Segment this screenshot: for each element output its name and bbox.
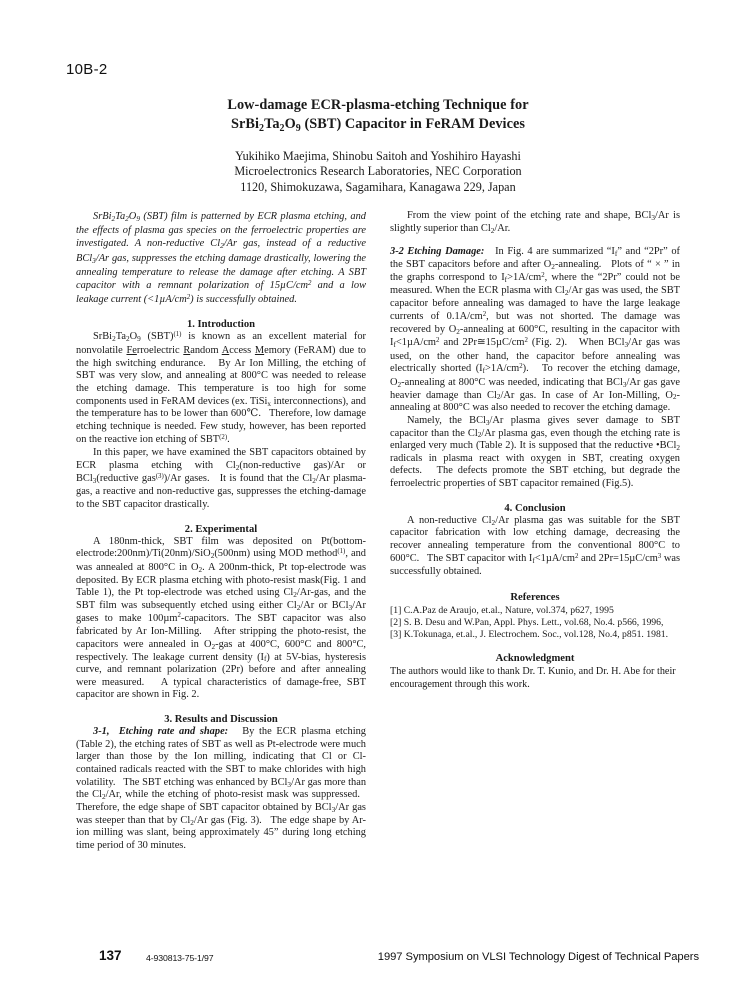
results-subsection-1 xyxy=(76,726,366,853)
column-right xyxy=(390,210,680,935)
session-id: 10B-2 xyxy=(66,61,108,78)
reference-item: [2] S. B. Desu and W.Pan, Appl. Phys. Lett., vol.68, No.4. p566, 1996, xyxy=(390,616,664,628)
body-columns xyxy=(76,210,680,935)
reference-item: [1] C.A.Paz de Araujo, et.al., Nature, vol.374, p627, 1995 xyxy=(390,605,614,617)
results-subsection-2-label: 3-2 Etching Damage: xyxy=(390,246,485,258)
conclusion-paragraph-1: A non-reductive $Cl_2/Ar$ plasma gas was suitable for the SBT capacitor fabrication with low etching damage, decreasing the recover annealing temperature from the conventional 800°C to 600°C. The SBT capacitor with $I_f<1\mu A/cm^2$ and $2Pr=15\mu C/cm^3$ was successfully obtained. xyxy=(390,514,680,578)
references-list xyxy=(390,605,680,640)
results-subsection-2-text: In Fig. 4 are summarized “$I_f$” and “2Pr” of the SBT capacitors before and after $O_2$-annealing. Plots of “ × ” in the graphs correspond to $I_f>1A/cm^2$, where the “2Pr” could not be measured. When the ECR plasma with $Cl_2/Ar$ gas was used, the SBT capacitor before annealing was damaged to have the large leakage currents of $0.1A/cm^2$, but was not shorted. The damage was recovered by $O_2$-annealing at 600°C, resulting in the capacitor with $I_f<1\mu A/cm^2$ and $2Pr≅15\mu C/cm^2$ (Fig. 2). When BCl$_3$/Ar gas was used, on the other hand, the capacitor before annealing was electrically shorted $(I_f>1A/cm^2)$. To recover the etching damage, $O_2$-annealing at 800°C was needed, indicating that BCl$_3$/Ar gas gave heavier damage than $Cl_2/Ar$ gas. In case of Ar Ion-Milling, $O_2$-annealing at 800°C was also needed to recover the etching damage. xyxy=(390,246,681,414)
introduction-paragraph-2: In this paper, we have examined the SBT capacitors obtained by ECR plasma etching with $Cl_2(non$-reductive gas)/Ar or BCl$_3$(reductive gas$^{(3)}$)/Ar gases. It is found that the $Cl_2/Ar$ plasma-gas, a reactive and non-reductive gas, suppresses the etching-damage to the SBT capacitor drastically. xyxy=(76,447,367,510)
results-subsection-1-label: 3-1, Etching rate and shape: xyxy=(93,726,229,738)
acknowledgment-heading: Acknowledgment xyxy=(495,653,575,665)
section-heading-conclusion: 4. Conclusion xyxy=(504,502,566,514)
reference-item: [3] K.Tokunaga, et.al., J. Electrochem. Soc., vol.128, No.4, p851. 1981. xyxy=(390,628,669,640)
results-subsection-1-paragraph-2: From the view point of the etching rate and shape, BCl$_3$/Ar is slightly superior than $Cl_2/Ar$. xyxy=(390,210,680,235)
acknowledgment-body: The authors would like to thank Dr. T. Kunio, and Dr. H. Abe for their encouragement through this work. xyxy=(390,666,676,690)
footer-venue: 1997 Symposium on VLSI Technology Digest of Technical Papers xyxy=(377,951,699,963)
page-title xyxy=(76,96,680,135)
introduction-paragraph-1: $SrBi_2Ta_2O_9$ (SBT)$^{(1)}$ is known as an excellent material for nonvolatile Ferroelectric Random Access Memory (FeRAM) due to the high switching endurance. By Ar Ion Milling, the etching of SBT was very slow, and annealing at 800°C was needed to release the etching damage. This temperature is too high for some components used in FeRAM devices (ex. TiSi$_x$ interconnections), and the temperature has to be lower than 600℃. Therefore, low damage etching technique is needed. Few study, however, has been reported on the reactive ion etching of SBT$^{(2)}$. xyxy=(76,331,367,445)
title-line-1: Low-damage ECR-plasma-etching Technique for xyxy=(227,97,529,113)
footer-page-number: 137 xyxy=(99,948,122,963)
section-heading-introduction: 1. Introduction xyxy=(186,319,256,331)
results-subsection-2-paragraph-2: Namely, the BCl$_3$/Ar plasma gives sever damage to SBT capacitor than the $Cl_2/Ar$ plasma gas, even though the etching rate is enlarged very much (Table 2). It is supposed that the reductive •BCl$_2$ radicals in plasma react with oxygen in SBT, creating oxygen defects. The defects promote the SBT etching, but degrade the ferroelectric properties of SBT capacitor remained (Fig.5). xyxy=(390,414,681,490)
results-subsection-1-text: By the ECR plasma etching (Table 2), the etching rates of SBT as well as Pt-electrode were much larger than those by the Ion milling, indicating that Cl or Cl-contained radicals reacted with the SBT to make chlorides with high volatility. The SBT etching was enhanced by BCl$_3$/Ar gas more than the $Cl_2/Ar$, while the etching of photo-resist mask was suppressed. Therefore, the edge shape of SBT capacitor obtained by BCl$_3$/Ar gas was steeper than that by $Cl_2/Ar$ gas (Fig. 3). The edge shape by Ar-ion milling was slant, being approximately 45” during long etching time period of 30 minutes. xyxy=(76,726,367,852)
column-left xyxy=(76,210,366,935)
title-block xyxy=(76,96,680,195)
title-line-2: $SrBi_2Ta_2O_9$ (SBT) Capacitor in FeRAM Devices xyxy=(230,116,525,134)
abstract xyxy=(76,210,366,307)
section-heading-experimental: 2. Experimental xyxy=(184,523,258,535)
references-heading: References xyxy=(510,592,560,604)
section-heading-results: 3. Results and Discussion xyxy=(164,714,278,726)
footer-isbn: 4-930813-75-1/97 xyxy=(146,953,214,963)
address: 1120, Shimokuzawa, Sagamihara, Kanagawa 229, Japan xyxy=(240,179,516,194)
results-subsection-2 xyxy=(390,246,680,415)
page-footer xyxy=(0,948,755,978)
experimental-paragraph-1: A 180nm-thick, SBT film was deposited on Pt(bottom-electrode:200nm)/Ti(20nm)/SiO$_2$(500nm) using MOD method$^{(1)}$, and was annealed at 800°C in $O_2$. A 200nm-thick, Pt top-electrode was deposited. By ECR plasma etching with photo-resist mask(Fig. 1 and Table 1), the Pt top-electrode was etched using $Cl_2/Ar$-gas, and the SBT film was subsequently etched using either $Cl_2/Ar$ or BCl$_3$/Ar gases to make 100µm$^2$-capacitors. The SBT capacitor was also fabricated by Ar Ion-Milling. After stripping the photo-resist, the capacitors were annealed in $O_2$-gas at 400°C, 600°C and 800°C, respectively. The leakage current density $(I_f)$ at 5V-bias, hysteresis curve, and remnant polarization (2Pr) before and after annealing were measured. A typical characteristics of damage-free, SBT capacitor are shown in Fig. 2. xyxy=(76,535,367,701)
affiliation: Microelectronics Research Laboratories, NEC Corporation xyxy=(234,164,522,179)
authors: Yukihiko Maejima, Shinobu Saitoh and Yoshihiro Hayashi xyxy=(235,149,521,163)
abstract-text: $SrBi_2Ta_2O_9$ (SBT) film is patterned by ECR plasma etching, and the effects of plasma gas species on the ferroelectric properties are investigated. A non-reductive $Cl_2/Ar$ gas, instead of a reductive BCl$_3$/Ar gas, suppresses the etching damage drastically, lowering the annealing temperature to release the damage after etching. A SBT capacitor with a remnant polarization of $15\mu C/cm^2$ and a low leakage current $(<1\mu A/cm^2)$ is successfully obtained. xyxy=(76,211,366,306)
